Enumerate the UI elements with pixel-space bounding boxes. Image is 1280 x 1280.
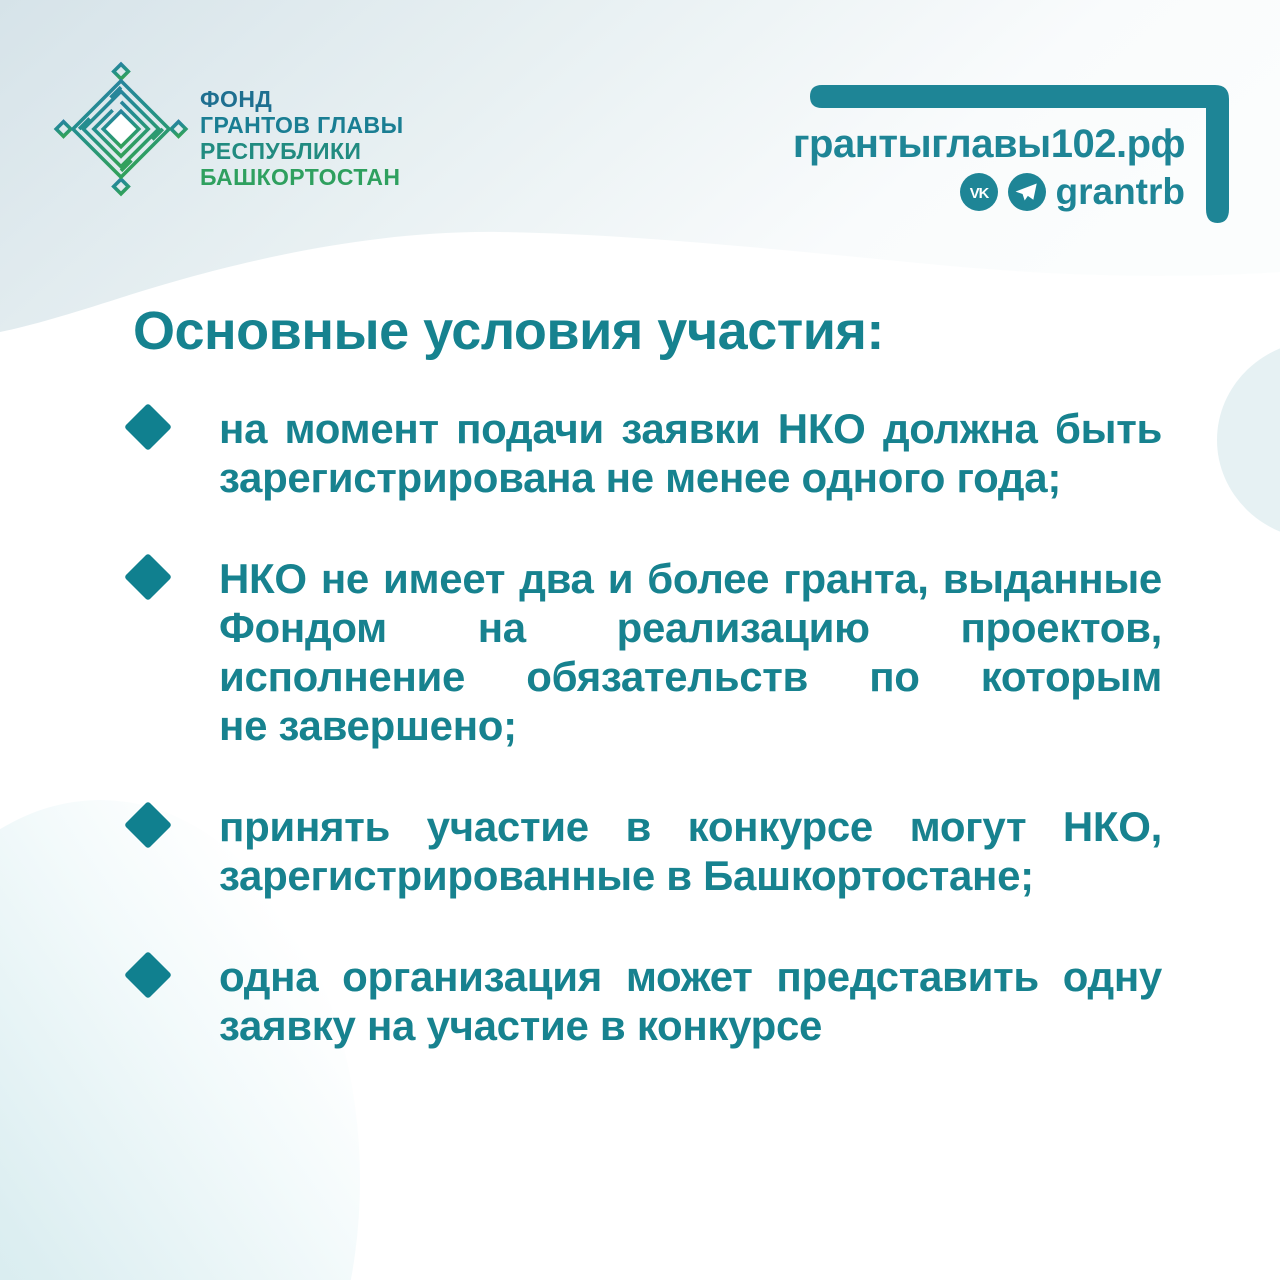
- bullet-line: принять участие в конкурсе могут НКО,: [219, 803, 1162, 850]
- fund-logo: [52, 60, 404, 198]
- logo-title-line: РЕСПУБЛИКИ: [200, 138, 362, 164]
- social-handle: grantrb: [1055, 171, 1185, 212]
- logo-title: [200, 60, 404, 198]
- bullet-line: не завершено;: [219, 702, 517, 749]
- bullet-line: зарегистрированные в Башкортостане;: [219, 852, 1034, 899]
- bullet-list: [133, 404, 1162, 1050]
- bullet-item: [133, 554, 1162, 750]
- fund-diamond-ornament-icon: [52, 60, 190, 198]
- social-row: [960, 172, 1186, 212]
- main-content: [133, 300, 1162, 1050]
- bullet-item: [133, 404, 1162, 502]
- right-edge-blob: [1217, 340, 1280, 540]
- bullet-line: зарегистрирована не менее одного года;: [219, 454, 1062, 501]
- telegram-icon: [1008, 173, 1046, 211]
- bullet-item: [133, 952, 1162, 1050]
- bullet-line: одна организация может представить одну: [219, 953, 1162, 1000]
- svg-text:VK: VK: [969, 185, 988, 202]
- logo-title-line: ФОНД: [200, 86, 273, 112]
- bullet-line: НКО не имеет два и более гранта, выданные: [219, 555, 1162, 602]
- bullet-line: Фондом на реализацию проектов,: [219, 604, 1162, 651]
- logo-title-line: ГРАНТОВ ГЛАВЫ: [200, 112, 404, 138]
- bullet-line: исполнение обязательств по которым: [219, 653, 1162, 700]
- website-url: грантыглавы102.рф: [792, 122, 1185, 166]
- bullet-line: на момент подачи заявки НКО должна быть: [219, 405, 1162, 452]
- bullet-item: [133, 802, 1162, 900]
- vk-icon: [960, 173, 998, 211]
- logo-title-line: БАШКОРТОСТАН: [200, 164, 401, 190]
- page-title: Основные условия участия:: [133, 301, 884, 361]
- bullet-line: заявку на участие в конкурсе: [219, 1002, 823, 1049]
